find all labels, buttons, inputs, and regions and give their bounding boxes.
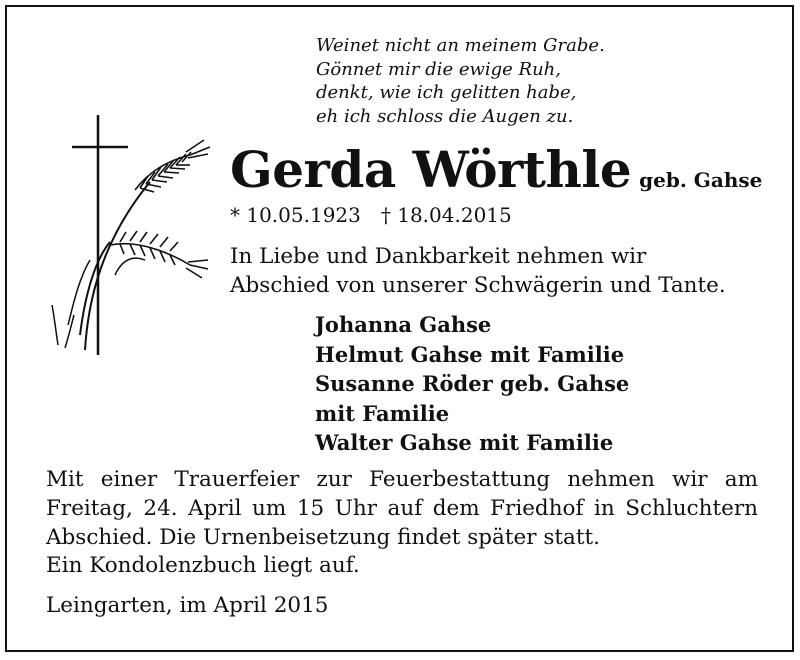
family-member: Susanne Röder geb. Gahse — [315, 371, 630, 396]
birth-date: * 10.05.1923 — [230, 203, 361, 227]
family-member: Walter Gahse mit Familie — [315, 430, 614, 455]
deceased-name: Gerda Wörthle — [230, 140, 632, 199]
family-member: Johanna Gahse — [315, 312, 492, 337]
family-member: mit Familie — [315, 400, 450, 426]
intro-line: Abschied von unserer Schwägerin und Tante. — [230, 273, 726, 298]
poem-line: eh ich schloss die Augen zu. — [316, 105, 574, 127]
ceremony-text — [46, 466, 758, 581]
place-date: Leingarten, im April 2015 — [46, 593, 329, 618]
deceased-name-block — [230, 140, 762, 199]
ceremony-line: Abschied. Die Urnenbeisetzung findet später statt. — [46, 524, 600, 550]
ceremony-line: Freitag, 24. April um 15 Uhr auf dem Friedhof in Schluchtern — [46, 495, 758, 521]
intro-line: In Liebe und Dankbarkeit nehmen wir — [230, 244, 647, 269]
cross-and-wheat-icon — [40, 110, 210, 360]
poem-line: Gönnet mir die ewige Ruh, — [316, 58, 561, 80]
life-dates — [230, 203, 512, 227]
ceremony-line: Mit einer Trauerfeier zur Feuerbestattung nehmen wir am — [46, 467, 758, 492]
maiden-name: geb. Gahse — [639, 168, 763, 192]
ceremony-line: Ein Kondolenzbuch liegt auf. — [46, 553, 360, 579]
poem-line: Weinet nicht an meinem Grabe. — [316, 35, 605, 56]
family-member: Helmut Gahse mit Familie — [315, 341, 625, 367]
family-list — [315, 310, 629, 458]
poem-line: denkt, wie ich gelitten habe, — [316, 82, 577, 103]
intro-text — [230, 242, 726, 300]
death-date: † 18.04.2015 — [380, 203, 512, 227]
poem — [316, 34, 605, 128]
